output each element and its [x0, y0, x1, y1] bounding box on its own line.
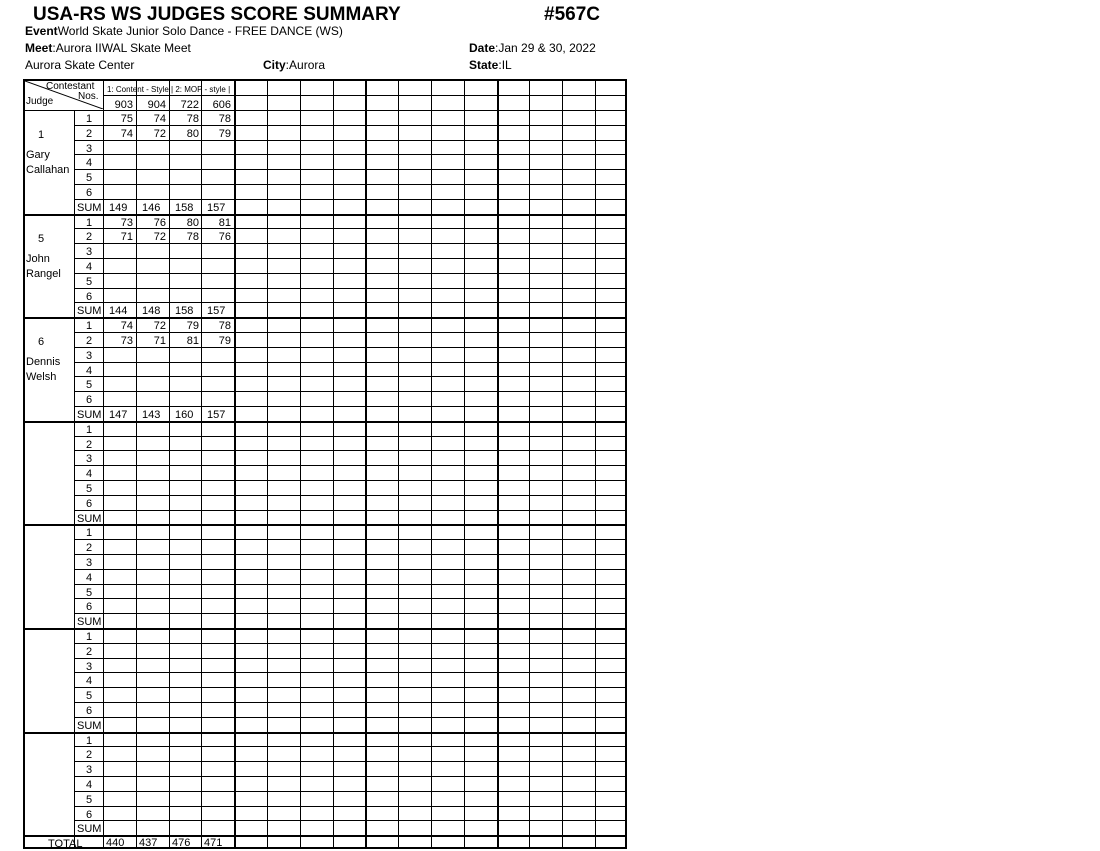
row-label: 5: [86, 483, 93, 495]
state-line: State:IL: [469, 58, 512, 72]
row-line: [74, 184, 626, 185]
score-cell: 74: [153, 113, 166, 125]
sum-cell: 147: [109, 409, 128, 421]
row-label: 3: [86, 350, 93, 362]
row-label: 6: [86, 498, 93, 510]
score-cell: 81: [186, 335, 199, 347]
row-line: [74, 687, 626, 688]
event-label: Event: [25, 24, 58, 38]
judge-name: Gary: [26, 149, 50, 161]
row-line: [74, 154, 626, 155]
score-cell: 71: [120, 231, 133, 243]
date-value: Jan 29 & 30, 2022: [498, 41, 596, 55]
row-label: 5: [86, 172, 93, 184]
row-line: [74, 791, 626, 792]
score-cell: 76: [218, 231, 231, 243]
row-label: 6: [86, 394, 93, 406]
row-line: [74, 465, 626, 466]
row-line: [74, 820, 626, 821]
row-line: [74, 376, 626, 377]
row-label: 1: [86, 113, 93, 125]
row-label: 2: [86, 231, 93, 243]
row-line: [74, 436, 626, 437]
row-label: 3: [86, 453, 93, 465]
score-cell: 79: [218, 335, 231, 347]
city-label: City: [263, 58, 286, 72]
row-line: [74, 613, 626, 614]
row-label: 2: [86, 335, 93, 347]
state-value: IL: [501, 58, 512, 72]
contestant-number: 606: [212, 99, 231, 111]
city-line: City:Aurora: [263, 58, 326, 72]
sum-cell: 146: [142, 202, 161, 214]
form-number: #567C: [544, 4, 600, 25]
score-cell: 73: [120, 217, 133, 229]
row-line: [74, 258, 626, 259]
score-cell: 74: [120, 128, 133, 140]
row-label: 6: [86, 291, 93, 303]
row-label: 5: [86, 379, 93, 391]
row-line: [74, 776, 626, 777]
row-line: [74, 717, 626, 718]
score-cell: 75: [120, 113, 133, 125]
judge-name: Welsh: [26, 371, 57, 383]
sum-cell: 157: [207, 305, 226, 317]
score-cell: 78: [186, 113, 199, 125]
row-label: 3: [86, 557, 93, 569]
page-title: USA-RS WS JUDGES SCORE SUMMARY: [33, 4, 401, 25]
score-cell: 78: [218, 113, 231, 125]
judge-number: 1: [38, 129, 45, 141]
score-cell: 74: [120, 320, 133, 332]
sum-label: SUM: [77, 616, 102, 628]
row-label: 3: [86, 246, 93, 258]
judge-number: 5: [38, 233, 45, 245]
total-cell: 471: [204, 837, 223, 849]
row-line: [74, 672, 626, 673]
meet-line: Meet:Aurora IIWAL Skate Meet: [25, 41, 191, 55]
row-line: [74, 495, 626, 496]
sum-cell: 158: [175, 305, 194, 317]
row-line: [74, 450, 626, 451]
sum-cell: 149: [109, 202, 128, 214]
score-cell: 81: [218, 217, 231, 229]
row-label: 4: [86, 779, 93, 791]
total-cell: 440: [106, 837, 125, 849]
event-line: [25, 24, 343, 38]
row-label: 2: [86, 749, 93, 761]
sum-cell: 144: [109, 305, 128, 317]
judge-block-line: [25, 628, 626, 630]
date-label: Date: [469, 41, 496, 55]
row-label: 5: [86, 276, 93, 288]
row-line: [74, 199, 626, 200]
state-label: State: [469, 58, 499, 72]
score-cell: 78: [218, 320, 231, 332]
sum-label: SUM: [77, 513, 102, 525]
row-label: 5: [86, 587, 93, 599]
row-line: [74, 391, 626, 392]
row-line: [74, 539, 626, 540]
sum-label: SUM: [77, 409, 102, 421]
contestant-number: 904: [147, 99, 166, 111]
row-line: [74, 510, 626, 511]
meet-label: Meet: [25, 41, 53, 55]
meet-value: Aurora IIWAL Skate Meet: [55, 41, 191, 55]
judge-name: John: [26, 253, 50, 265]
row-label: 5: [86, 794, 93, 806]
row-line: [74, 643, 626, 644]
sum-cell: 148: [142, 305, 161, 317]
score-cell: 71: [153, 335, 166, 347]
judge-block-line: [25, 524, 626, 526]
sum-cell: 160: [175, 409, 194, 421]
row-label: 2: [86, 128, 93, 140]
corner-contestant-label: Contestant: [46, 81, 95, 92]
row-line: [74, 761, 626, 762]
row-label: 5: [86, 690, 93, 702]
row-line: [74, 406, 626, 407]
sum-label: SUM: [77, 720, 102, 732]
row-line: [74, 702, 626, 703]
row-label: 4: [86, 365, 93, 377]
row-label: 4: [86, 157, 93, 169]
row-label: 6: [86, 809, 93, 821]
score-cell: 79: [186, 320, 199, 332]
row-label: 4: [86, 675, 93, 687]
sum-cell: 157: [207, 409, 226, 421]
judge-name: Callahan: [26, 164, 70, 176]
judge-number: 6: [38, 336, 45, 348]
score-cell: 72: [153, 320, 166, 332]
row-label: 6: [86, 187, 93, 199]
row-line: [74, 598, 626, 599]
total-label: TOTAL: [48, 838, 83, 850]
score-legend: 1: Content - Style | 2: MOP - style |: [107, 85, 231, 94]
total-cell: 476: [172, 837, 191, 849]
sum-cell: 157: [207, 202, 226, 214]
score-cell: 80: [186, 128, 199, 140]
score-cell: 73: [120, 335, 133, 347]
sum-cell: 158: [175, 202, 194, 214]
row-label: 4: [86, 468, 93, 480]
contestant-number: 722: [180, 99, 199, 111]
total-cell: 437: [139, 837, 158, 849]
row-label: 2: [86, 542, 93, 554]
row-line: [74, 658, 626, 659]
score-cell: 78: [186, 231, 199, 243]
score-cell: 76: [153, 217, 166, 229]
score-cell: 80: [186, 217, 199, 229]
sum-label: SUM: [77, 202, 102, 214]
corner-nos-label: Nos.: [78, 91, 99, 102]
judge-name: Rangel: [26, 268, 61, 280]
sum-cell: 143: [142, 409, 161, 421]
row-line: [74, 169, 626, 170]
score-cell: 72: [153, 231, 166, 243]
row-line: [74, 480, 626, 481]
row-label: 2: [86, 439, 93, 451]
row-line: [74, 806, 626, 807]
score-cell: 72: [153, 128, 166, 140]
row-line: [74, 288, 626, 289]
row-label: 1: [86, 217, 93, 229]
event-value: World Skate Junior Solo Dance - FREE DANCE (WS): [57, 24, 343, 38]
date-line: Date:Jan 29 & 30, 2022: [469, 41, 596, 55]
row-label: 4: [86, 572, 93, 584]
corner-judge-label: Judge: [26, 96, 54, 107]
row-label: 2: [86, 646, 93, 658]
venue: Aurora Skate Center: [25, 58, 135, 72]
row-label: 6: [86, 705, 93, 717]
row-label: 3: [86, 143, 93, 155]
row-label: 3: [86, 764, 93, 776]
row-line: [74, 302, 626, 303]
contestant-number: 903: [114, 99, 133, 111]
row-label: 1: [86, 735, 93, 747]
row-label: 1: [86, 631, 93, 643]
judge-name: Dennis: [26, 356, 61, 368]
city-value: Aurora: [289, 58, 326, 72]
row-line: [74, 584, 626, 585]
row-label: 4: [86, 261, 93, 273]
score-cell: 79: [218, 128, 231, 140]
sum-label: SUM: [77, 305, 102, 317]
row-line: [74, 746, 626, 747]
judge-block-line: [25, 732, 626, 734]
row-line: [74, 362, 626, 363]
row-label: 1: [86, 320, 93, 332]
row-line: [74, 569, 626, 570]
row-label: 6: [86, 601, 93, 613]
sum-label: SUM: [77, 823, 102, 835]
row-label: 1: [86, 527, 93, 539]
row-line: [74, 273, 626, 274]
judge-col-divider: [74, 110, 75, 848]
row-line: [74, 554, 626, 555]
row-label: 1: [86, 424, 93, 436]
row-label: 3: [86, 661, 93, 673]
